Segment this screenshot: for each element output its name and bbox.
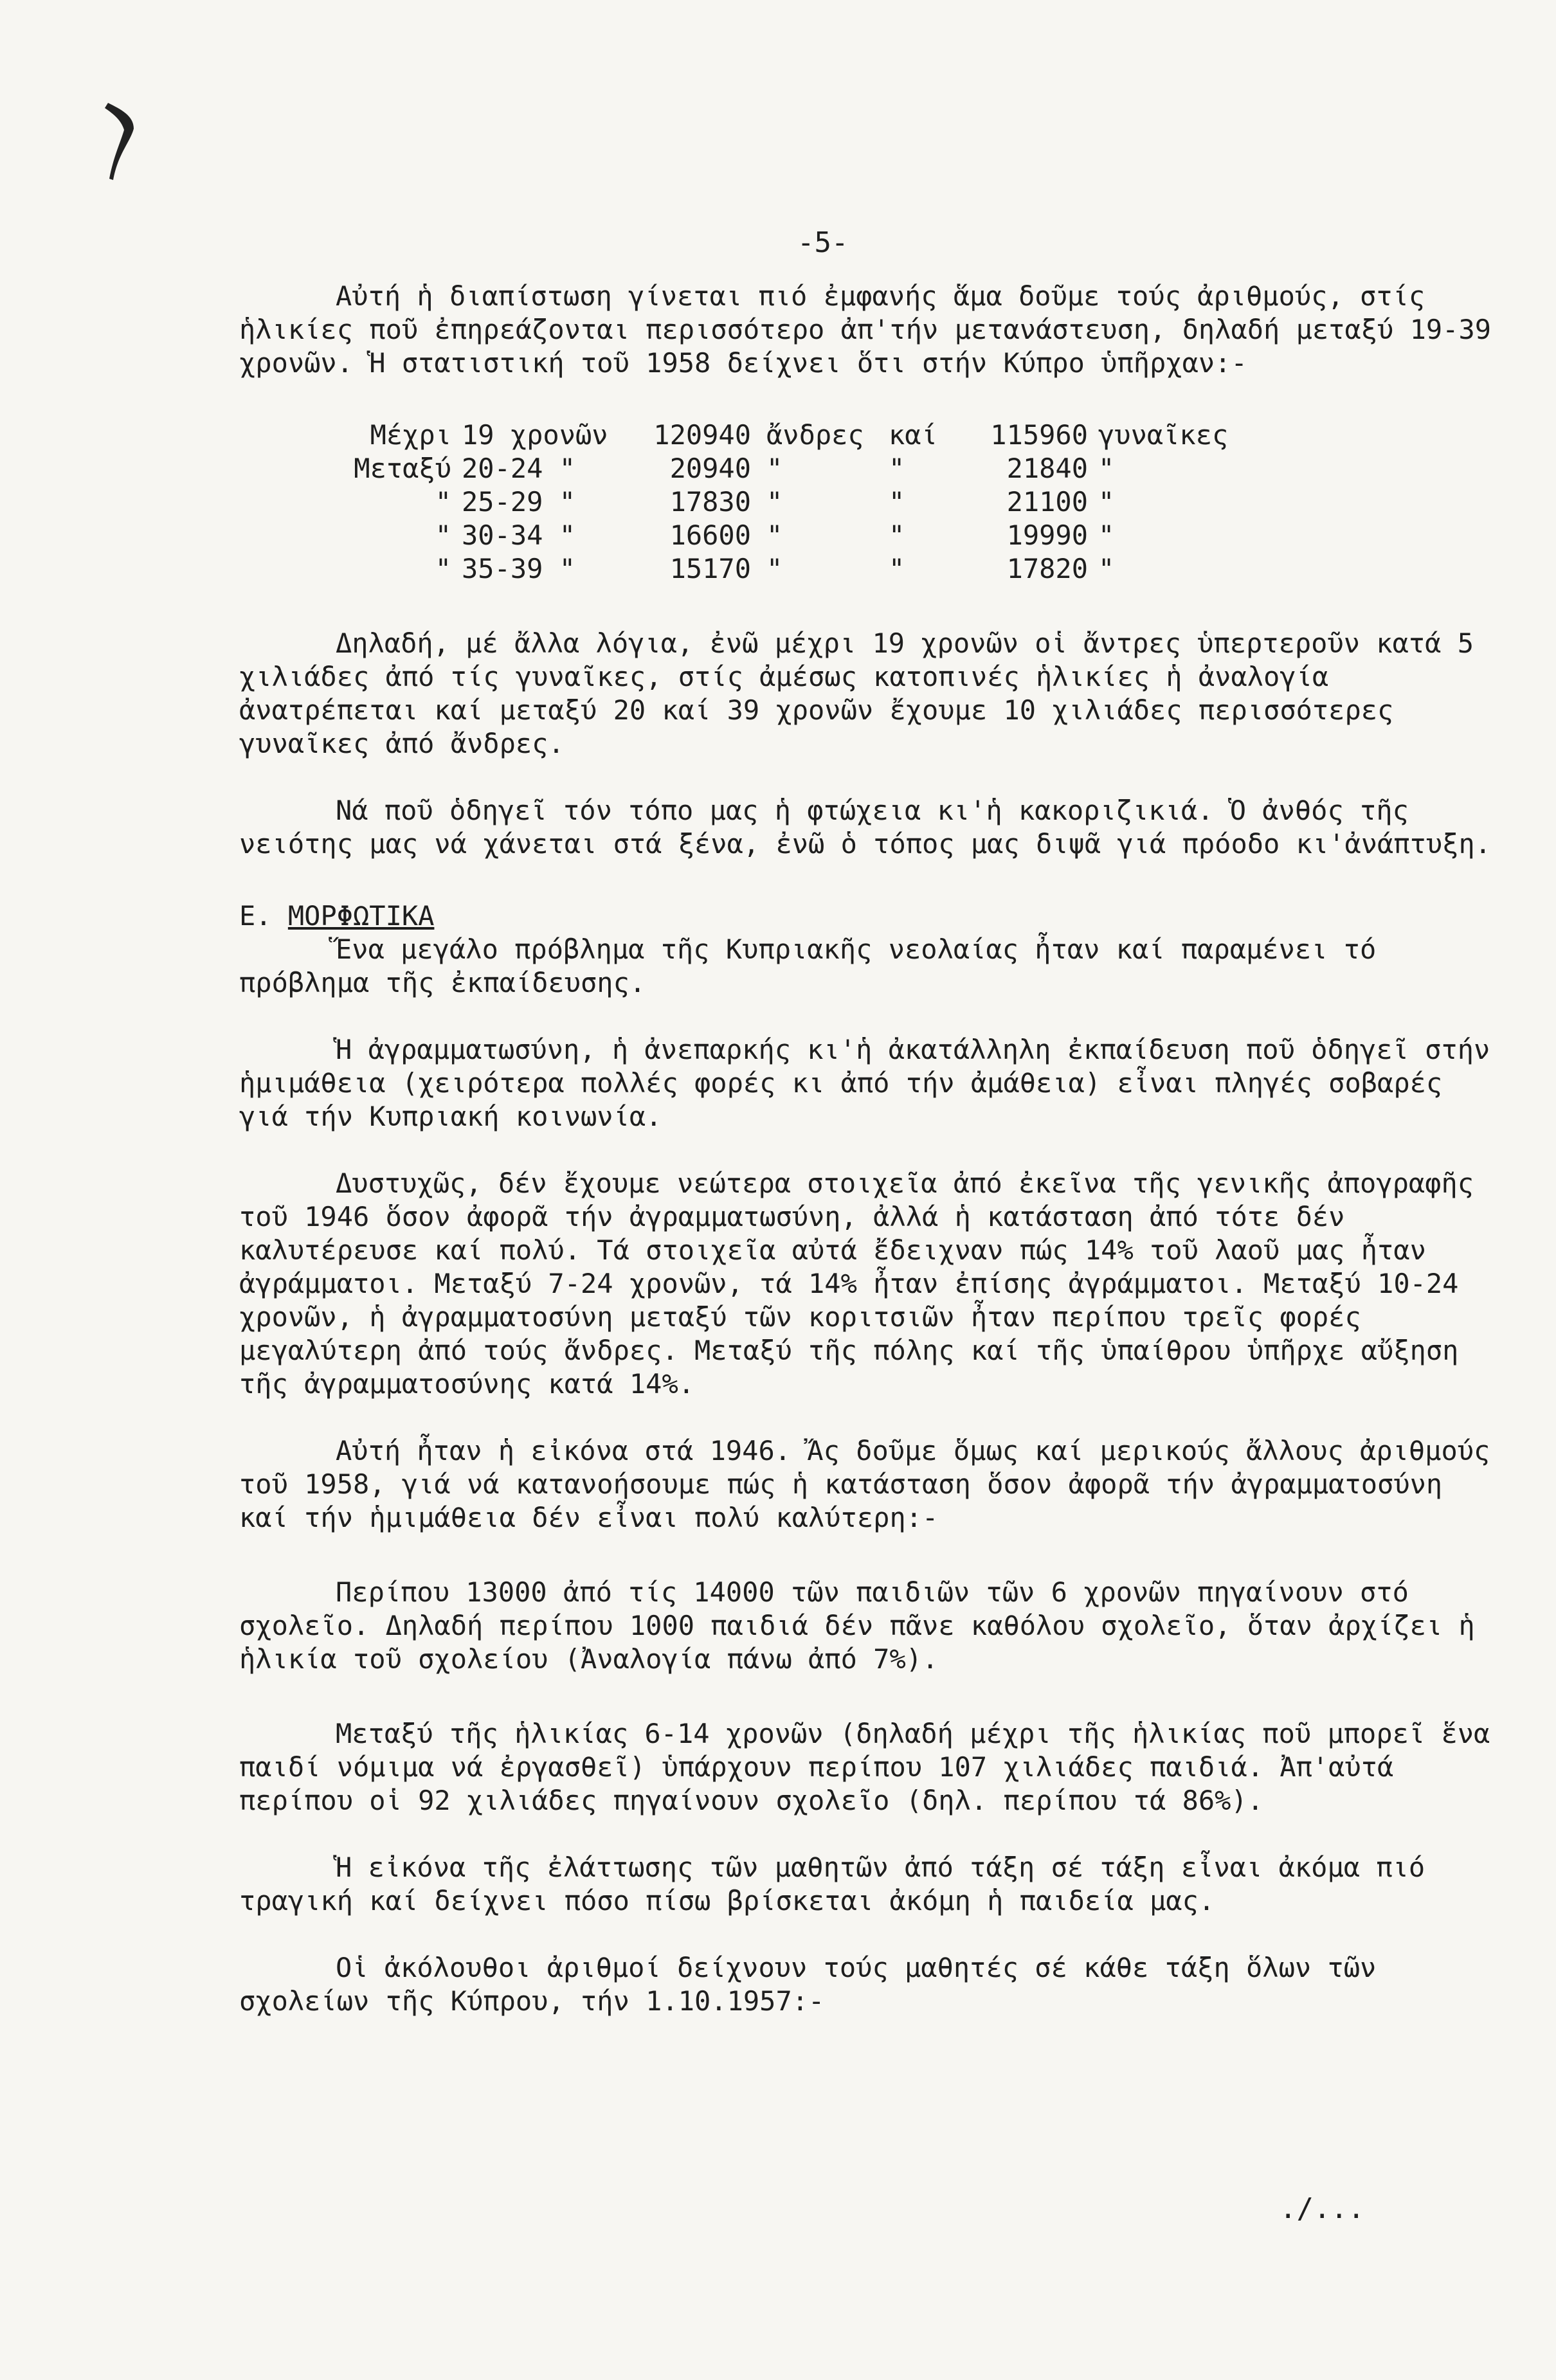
table-cell-conj: " — [889, 486, 905, 518]
table-cell-men-label: " — [766, 519, 783, 551]
table-cell-prefix: " — [435, 486, 451, 518]
table-cell-women-label: " — [1098, 453, 1115, 484]
table-cell-women-label: γυναῖκες — [1098, 419, 1229, 451]
table-cell-men: 20940 — [669, 453, 751, 484]
table-cell-age: 20-24 " — [462, 453, 576, 484]
table-cell-prefix: Μεταξύ — [354, 453, 451, 484]
table-cell-men-label: " — [766, 486, 783, 518]
paragraph-illiteracy: Ἡ ἀγραμματωσύνη, ἡ ἀνεπαρκής κι'ἡ ἀκατάλληλη ἐκπαίδευση ποῦ ὁδηγεῖ στήν ἡμιμάθεια (χειρότερα πολλές φορές κι ἀπό τήν ἀμάθεια) εἶναι πληγές σοβαρές γιά τήν Κυπριακή κοινωνία. — [239, 1034, 1506, 1132]
paragraph-education-problem: Ἕνα μεγάλο πρόβλημα τῆς Κυπριακῆς νεολαίας ἦταν καί παραμένει τό πρόβλημα τῆς ἐκπαίδευσης. — [239, 933, 1393, 998]
table-cell-conj: " — [889, 453, 905, 484]
table-cell-age: 19 χρονῶν — [462, 419, 608, 451]
page-number: -5- — [797, 226, 849, 259]
table-cell-women-label: " — [1098, 486, 1115, 518]
table-row — [336, 452, 1265, 485]
table-cell-men-label: " — [766, 553, 783, 584]
table-cell-women-label: " — [1098, 519, 1115, 551]
table-cell-men: 120940 — [653, 419, 751, 451]
table-cell-men-label: ἄνδρες — [766, 419, 864, 451]
table-cell-prefix: Μέχρι — [370, 419, 451, 451]
paragraph-six-year-olds: Περίπου 13000 ἀπό τίς 14000 τῶν παιδιῶν τῶν 6 χρονῶν πηγαίνουν στό σχολεῖο. Δηλαδή περίπου 1000 παιδιά δέν πᾶνε καθόλου σχολεῖο, ὅταν ἀρχίζει ἡ ἡλικία τοῦ σχολείου (Ἀναλογία πάνω ἀπό 7%). — [239, 1576, 1492, 1675]
table-cell-prefix: " — [435, 553, 451, 584]
paragraph-comparison: Δηλαδή, μέ ἄλλα λόγια, ἐνῶ μέχρι 19 χρονῶν οἱ ἄντρες ὑπερτεροῦν κατά 5 χιλιάδες ἀπό τίς γυναῖκες, στίς ἀμέσως κατοπινές ἡλικίες ἡ ἀναλογία ἀνατρέπεται καί μεταξύ 20 καί 39 χρονῶν ἔχουμε 10 χιλιάδες περισσότερες γυναῖκες ἀπό ἄνδρες. — [239, 627, 1490, 759]
table-row — [336, 419, 1265, 452]
table-cell-conj: " — [889, 519, 905, 551]
table-cell-women: 19990 — [1006, 519, 1088, 551]
table-cell-women: 17820 — [1006, 553, 1088, 584]
table-row — [336, 519, 1265, 552]
table-cell-prefix: " — [435, 519, 451, 551]
table-cell-men: 17830 — [669, 486, 751, 518]
intro-paragraph: Αὐτή ἡ διαπίστωση γίνεται πιό ἐμφανής ἅμα δοῦμε τούς ἀριθμούς, στίς ἡλικίες ποῦ ἐπηρεάζονται περισσότερο ἀπ'τήν μετανάστευση, δηλαδή μεταξύ 19-39 χρονῶν. Ἡ στατιστική τοῦ 1958 δείχνει ὅτι στήν Κύπρο ὑπῆρχαν:- — [239, 280, 1508, 379]
table-cell-men-label: " — [766, 453, 783, 484]
paragraph-1958-numbers: Αὐτή ἦταν ἡ εἰκόνα στά 1946. Ἄς δοῦμε ὅμως καί μερικούς ἄλλους ἀριθμούς τοῦ 1958, γιά νά κατανοήσουμε πώς ἡ κατάσταση ὅσον ἀφορᾶ τήν ἀγραμματοσύνη καί τήν ἡμιμάθεια δέν εἶναι πολύ καλύτερη:- — [239, 1435, 1506, 1533]
table-cell-men: 15170 — [669, 553, 751, 584]
table-cell-age: 25-29 " — [462, 486, 576, 518]
table-cell-women: 21100 — [1006, 486, 1088, 518]
section-title: ΜΟΡΦΩΤΙΚΑ — [287, 900, 435, 932]
table-cell-age: 35-39 " — [462, 553, 576, 584]
ink-mark-icon — [95, 96, 147, 186]
paragraph-ages-6-14: Μεταξύ τῆς ἡλικίας 6-14 χρονῶν (δηλαδή μέχρι τῆς ἡλικίας ποῦ μπορεῖ ἕνα παιδί νόμιμα νά ἐργασθεῖ) ὑπάρχουν περίπου 107 χιλιάδες παιδιά. Ἀπ'αὐτά περίπου οἱ 92 χιλιάδες πηγαίνουν σχολεῖο (δηλ. περίπου τά 86%). — [239, 1718, 1506, 1816]
section-heading — [239, 899, 1499, 933]
table-cell-conj: " — [889, 553, 905, 584]
section-letter: Ε. — [239, 900, 272, 932]
paragraph-census-1946: Δυστυχῶς, δέν ἔχουμε νεώτερα στοιχεῖα ἀπό ἐκεῖνα τῆς γενικῆς ἀπογραφῆς τοῦ 1946 ὅσον ἀφορᾶ τήν ἀγραμματωσύνη, ἀλλά ἡ κατάσταση ἀπό τότε δέν καλυτέρευσε καί πολύ. Τά στοιχεῖα αὐτά ἔδειχναν πώς 14% τοῦ λαοῦ μας ἦταν ἀγράμματοι. Μεταξύ 7-24 χρονῶν, τά 14% ἦταν ἐπίσης ἀγράμματοι. Μεταξύ 10-24 χρονῶν, ἡ ἀγραμματοσύνη μεταξύ τῶν κοριτσιῶν ἦταν περίπου τρεῖς φορές μεγαλύτερη ἀπό τούς ἄνδρες. Μεταξύ τῆς πόλης καί τῆς ὑπαίθρου ὑπῆρχε αὔξηση τῆς ἀγραμματοσύνης κατά 14%. — [239, 1167, 1490, 1400]
table-row — [336, 552, 1265, 586]
table-cell-women-label: " — [1098, 553, 1115, 584]
table-cell-women: 21840 — [1006, 453, 1088, 484]
population-table — [336, 419, 1265, 586]
table-cell-age: 30-34 " — [462, 519, 576, 551]
paragraph-poverty: Νά ποῦ ὁδηγεῖ τόν τόπο μας ἡ φτώχεια κι'ἡ κακοριζικιά. Ὁ ἀνθός τῆς νειότης μας νά χάνεται στά ξένα, ἐνῶ ὁ τόπος μας διψᾶ γιά πρόοδο κι'ἀνάπτυξη. — [239, 795, 1492, 860]
paragraph-following-numbers: Οἱ ἀκόλουθοι ἀριθμοί δείχνουν τούς μαθητές σέ κάθε τάξη ὅλων τῶν σχολείων τῆς Κύπρου, τήν 1.10.1957:- — [239, 1952, 1393, 2017]
table-row — [336, 485, 1265, 519]
document-body — [239, 280, 1508, 2018]
table-cell-conj: καί — [889, 419, 937, 451]
paragraph-student-decline: Ἡ εἰκόνα τῆς ἐλάττωσης τῶν μαθητῶν ἀπό τάξη σέ τάξη εἶναι ἀκόμα πιό τραγική καί δείχνει πόσο πίσω βρίσκεται ἀκόμη ἡ παιδεία μας. — [239, 1852, 1442, 1916]
table-cell-men: 16600 — [669, 519, 751, 551]
continuation-mark: ./... — [1280, 2192, 1365, 2225]
table-cell-women: 115960 — [990, 419, 1088, 451]
